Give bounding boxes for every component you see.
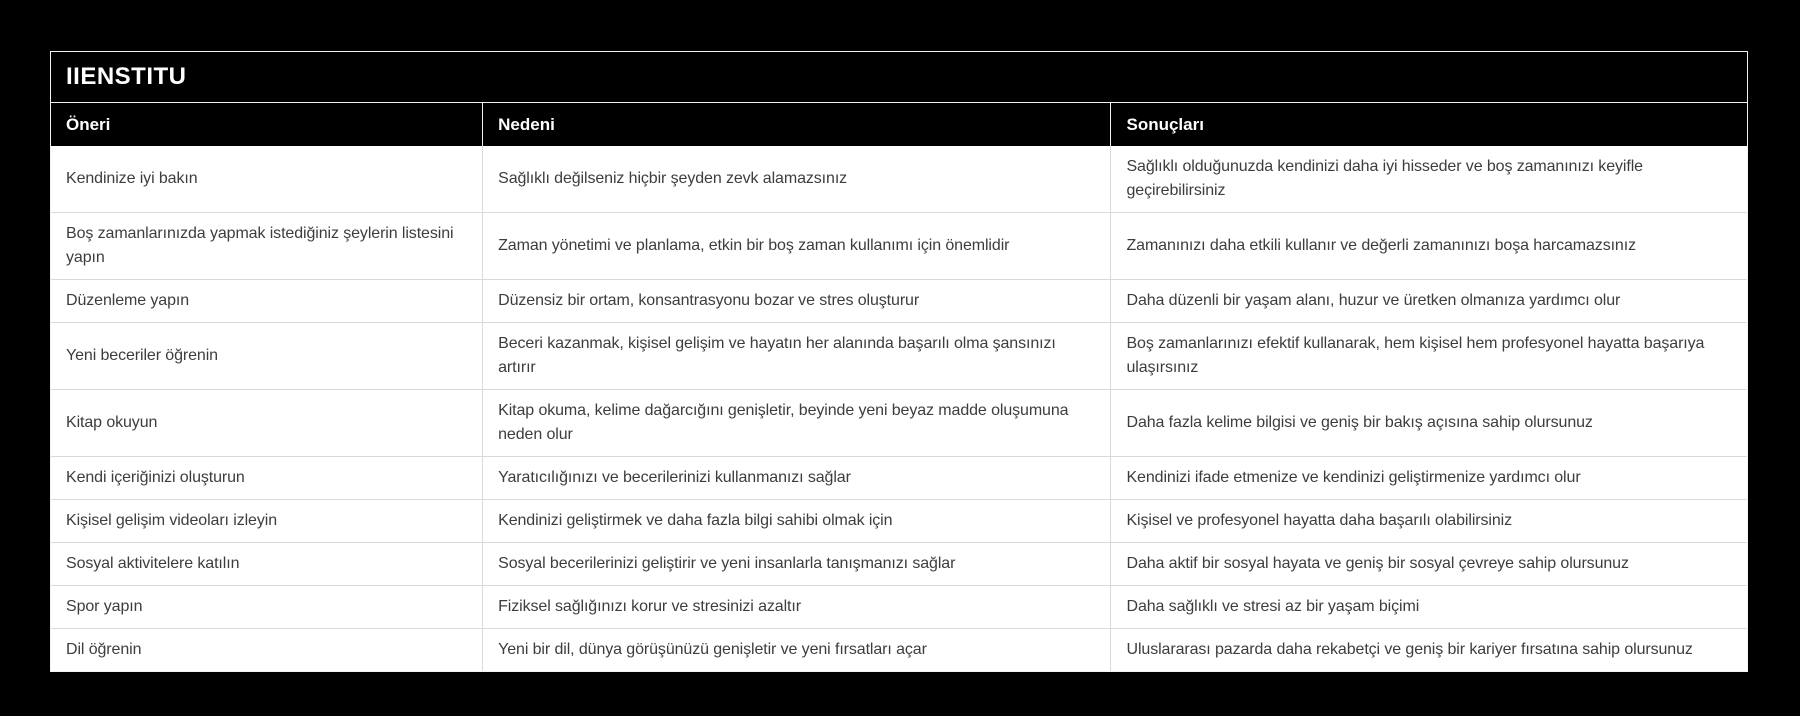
cell-sonuclari: Kişisel ve profesyonel hayatta daha başarılı olabilirsiniz [1111, 500, 1747, 543]
cell-sonuclari: Zamanınızı daha etkili kullanır ve değerli zamanınızı boşa harcamazsınız [1111, 213, 1747, 280]
cell-sonuclari: Daha sağlıklı ve stresi az bir yaşam biçimi [1111, 586, 1747, 629]
cell-sonuclari: Daha fazla kelime bilgisi ve geniş bir bakış açısına sahip olursunuz [1111, 390, 1747, 457]
column-header-oneri: Öneri [51, 103, 483, 146]
cell-sonuclari: Uluslararası pazarda daha rekabetçi ve geniş bir kariyer fırsatına sahip olursunuz [1111, 629, 1747, 672]
cell-sonuclari: Boş zamanlarınızı efektif kullanarak, hem kişisel hem profesyonel hayatta başarıya ulaşırsınız [1111, 323, 1747, 390]
cell-nedeni: Düzensiz bir ortam, konsantrasyonu bozar ve stres oluşturur [483, 280, 1111, 323]
table-row [51, 280, 1747, 323]
cell-sonuclari: Daha aktif bir sosyal hayata ve geniş bir sosyal çevreye sahip olursunuz [1111, 543, 1747, 586]
cell-oneri: Boş zamanlarınızda yapmak istediğiniz şeylerin listesini yapın [51, 213, 483, 280]
suggestions-table [51, 103, 1747, 671]
column-header-sonuclari: Sonuçları [1111, 103, 1747, 146]
column-header-nedeni: Nedeni [483, 103, 1111, 146]
table-row [51, 586, 1747, 629]
cell-oneri: Düzenleme yapın [51, 280, 483, 323]
cell-nedeni: Yaratıcılığınızı ve becerilerinizi kullanmanızı sağlar [483, 457, 1111, 500]
cell-sonuclari: Kendinizi ifade etmenize ve kendinizi geliştirmenize yardımcı olur [1111, 457, 1747, 500]
brand-title: IIENSTITU [66, 63, 187, 90]
cell-nedeni: Zaman yönetimi ve planlama, etkin bir boş zaman kullanımı için önemlidir [483, 213, 1111, 280]
table-row [51, 629, 1747, 672]
table-card [50, 51, 1748, 672]
cell-oneri: Kendi içeriğinizi oluşturun [51, 457, 483, 500]
cell-oneri: Kendinize iyi bakın [51, 146, 483, 213]
table-row [51, 500, 1747, 543]
cell-nedeni: Fiziksel sağlığınızı korur ve stresinizi azaltır [483, 586, 1111, 629]
table-row [51, 543, 1747, 586]
header-row [51, 103, 1747, 146]
title-bar [51, 52, 1747, 103]
cell-oneri: Kişisel gelişim videoları izleyin [51, 500, 483, 543]
cell-nedeni: Beceri kazanmak, kişisel gelişim ve hayatın her alanında başarılı olma şansınızı artırır [483, 323, 1111, 390]
cell-nedeni: Kendinizi geliştirmek ve daha fazla bilgi sahibi olmak için [483, 500, 1111, 543]
table-row [51, 323, 1747, 390]
cell-oneri: Kitap okuyun [51, 390, 483, 457]
cell-oneri: Spor yapın [51, 586, 483, 629]
cell-nedeni: Kitap okuma, kelime dağarcığını genişletir, beyinde yeni beyaz madde oluşumuna neden olur [483, 390, 1111, 457]
cell-nedeni: Sağlıklı değilseniz hiçbir şeyden zevk alamazsınız [483, 146, 1111, 213]
cell-sonuclari: Sağlıklı olduğunuzda kendinizi daha iyi hisseder ve boş zamanınızı keyifle geçirebilirsiniz [1111, 146, 1747, 213]
table-row [51, 213, 1747, 280]
cell-oneri: Yeni beceriler öğrenin [51, 323, 483, 390]
table-row [51, 457, 1747, 500]
cell-nedeni: Sosyal becerilerinizi geliştirir ve yeni insanlarla tanışmanızı sağlar [483, 543, 1111, 586]
cell-nedeni: Yeni bir dil, dünya görüşünüzü genişletir ve yeni fırsatları açar [483, 629, 1111, 672]
cell-oneri: Dil öğrenin [51, 629, 483, 672]
table-row [51, 390, 1747, 457]
cell-oneri: Sosyal aktivitelere katılın [51, 543, 483, 586]
cell-sonuclari: Daha düzenli bir yaşam alanı, huzur ve üretken olmanıza yardımcı olur [1111, 280, 1747, 323]
table-row [51, 146, 1747, 213]
